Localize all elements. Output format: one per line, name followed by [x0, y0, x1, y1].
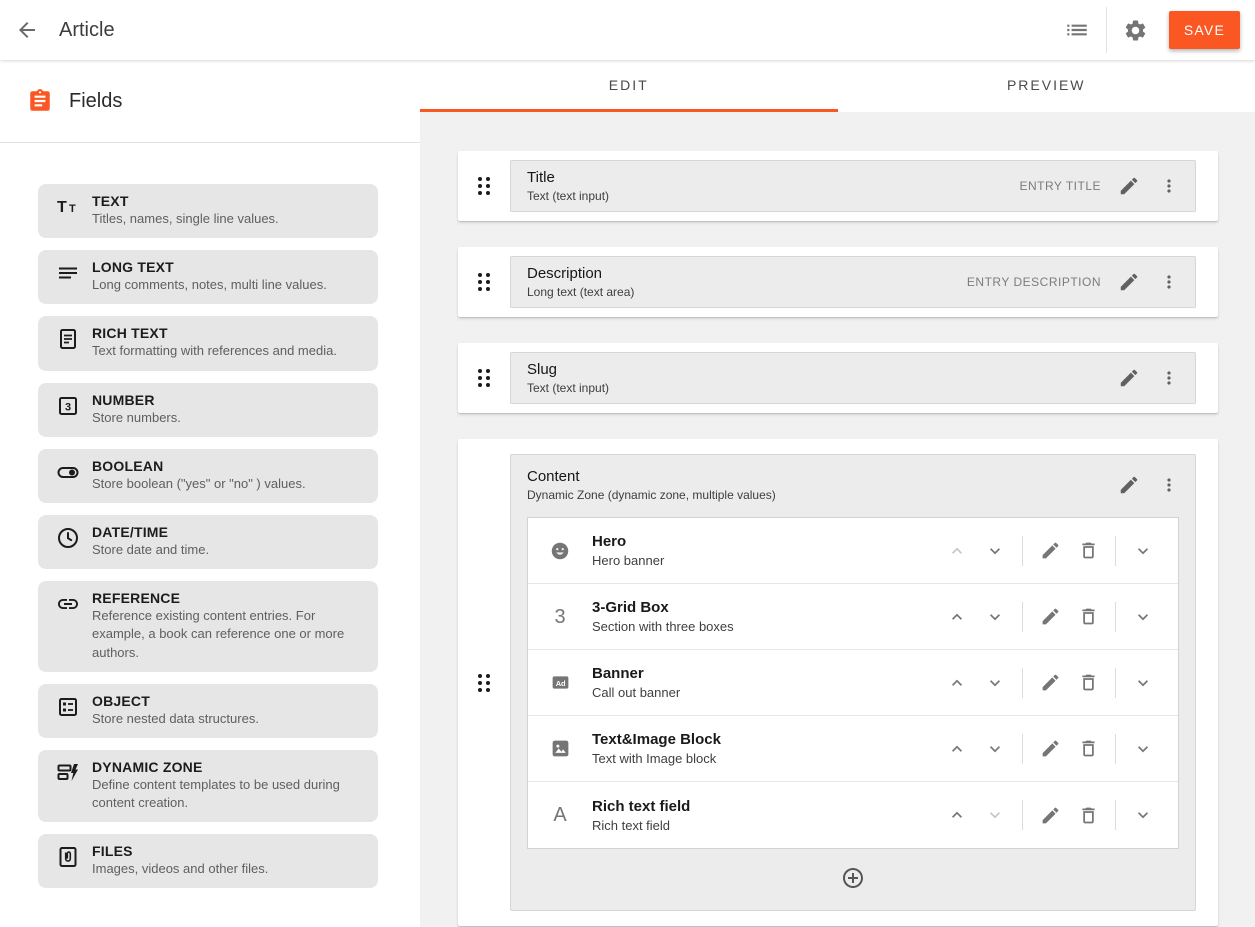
drag-handle-icon[interactable]	[458, 174, 510, 198]
chevron-down-icon	[985, 739, 1005, 759]
kebab-menu-icon	[1159, 272, 1179, 292]
edit-template-button[interactable]	[1031, 664, 1069, 702]
move-down-button	[976, 796, 1014, 834]
dynamic-zone-icon	[56, 761, 80, 785]
template-description: Hero banner	[592, 553, 665, 568]
template-description: Text with Image block	[592, 751, 717, 766]
chevron-down-icon	[985, 541, 1005, 561]
chevron-down-icon	[1133, 805, 1153, 825]
sidebar-item-boolean[interactable]	[38, 449, 378, 503]
sidebar-item-reference[interactable]	[38, 581, 378, 672]
mood-icon	[528, 540, 592, 562]
template-row-rich-text-field	[528, 782, 1178, 848]
field-label: Title	[527, 169, 555, 186]
field-card-content-dynamic-zone	[458, 439, 1218, 926]
pencil-icon	[1118, 367, 1140, 389]
sidebar-item-rich-text[interactable]	[38, 316, 378, 370]
chevron-up-icon	[947, 805, 967, 825]
expand-template-button[interactable]	[1124, 730, 1162, 768]
sidebar-header	[0, 60, 420, 143]
long-text-icon	[56, 261, 80, 285]
delete-template-button[interactable]	[1069, 796, 1107, 834]
field-label: Slug	[527, 361, 558, 378]
template-description: Rich text field	[592, 817, 671, 833]
field-type-description: Define content templates to be used during content creation.	[92, 776, 340, 811]
field-type-description: Store boolean ("yes" or "no" ) values.	[92, 475, 306, 491]
kebab-menu-icon	[1159, 176, 1179, 196]
chevron-down-icon	[1133, 739, 1153, 759]
sidebar-item-text[interactable]	[38, 184, 378, 238]
svg-text:3: 3	[65, 401, 72, 414]
template-row-text-image-block	[528, 716, 1178, 782]
pencil-icon	[1040, 805, 1061, 826]
letter-a-icon: A	[553, 804, 567, 826]
field-type-description: Store date and time.	[92, 541, 210, 557]
move-up-button[interactable]	[938, 796, 976, 834]
rich-text-icon	[56, 327, 80, 351]
trash-icon	[1078, 606, 1099, 627]
move-up-button[interactable]	[938, 730, 976, 768]
add-circle-icon	[841, 866, 865, 890]
field-row	[510, 352, 1196, 404]
settings-button[interactable]	[1113, 7, 1159, 53]
sidebar-item-long-text[interactable]	[38, 250, 378, 304]
pencil-icon	[1040, 738, 1061, 759]
dynamic-zone-footer	[511, 849, 1195, 910]
field-row	[510, 256, 1196, 308]
tabbar	[420, 60, 1255, 112]
template-controls	[938, 532, 1178, 570]
controls-divider	[1022, 602, 1023, 632]
entry-description-badge: ENTRY DESCRIPTION	[966, 275, 1101, 289]
svg-text:Ad: Ad	[555, 678, 566, 688]
list-view-icon	[1064, 17, 1090, 43]
field-type-label: RICH TEXT	[92, 325, 168, 342]
sidebar-item-files[interactable]	[38, 834, 378, 888]
field-menu-button[interactable]	[1149, 358, 1189, 398]
kebab-menu-icon	[1159, 475, 1179, 495]
list-view-button[interactable]	[1054, 7, 1100, 53]
dynamic-zone-header	[511, 455, 1195, 511]
entry-title-badge: ENTRY TITLE	[1019, 179, 1101, 193]
pencil-icon	[1040, 672, 1061, 693]
pencil-icon	[1118, 271, 1140, 293]
field-type-description: Images, videos and other files.	[92, 861, 269, 877]
controls-divider	[1115, 536, 1116, 566]
move-down-button[interactable]	[976, 730, 1014, 768]
chevron-up-icon	[947, 673, 967, 693]
field-type-label: DYNAMIC ZONE	[92, 758, 203, 775]
image-icon	[528, 738, 592, 759]
edit-template-button[interactable]	[1031, 598, 1069, 636]
chevron-down-icon	[985, 805, 1005, 825]
field-card-title	[458, 151, 1218, 221]
template-controls	[938, 730, 1178, 768]
tab-preview[interactable]: PREVIEW	[1006, 76, 1086, 93]
expand-template-button[interactable]	[1124, 664, 1162, 702]
field-type-label: FILES	[92, 843, 133, 860]
template-name: Rich text field	[592, 797, 691, 815]
field-type-label: BOOLEAN	[92, 457, 164, 474]
save-button[interactable]: SAVE	[1169, 11, 1240, 49]
edit-template-button[interactable]	[1031, 532, 1069, 570]
sidebar-item-dynamic-zone[interactable]	[38, 750, 378, 822]
template-controls	[938, 598, 1178, 636]
template-controls	[938, 796, 1178, 834]
dynamic-zone	[510, 454, 1196, 911]
sidebar-item-datetime[interactable]	[38, 515, 378, 569]
topbar-actions	[1054, 7, 1255, 53]
main-panel	[420, 60, 1255, 927]
chevron-down-icon	[1133, 541, 1153, 561]
field-row	[510, 160, 1196, 212]
edit-field-button[interactable]	[1109, 465, 1149, 505]
template-controls	[938, 664, 1178, 702]
field-type: Dynamic Zone (dynamic zone, multiple values)	[527, 488, 776, 502]
expand-template-button[interactable]	[1124, 532, 1162, 570]
add-template-button[interactable]	[833, 858, 873, 898]
chevron-up-icon	[947, 541, 967, 561]
trash-icon	[1078, 540, 1099, 561]
drag-handle-icon[interactable]	[458, 270, 510, 294]
pencil-icon	[1118, 474, 1140, 496]
topbar	[0, 0, 1255, 60]
trash-icon	[1078, 805, 1099, 826]
chevron-down-icon	[1133, 607, 1153, 627]
delete-template-button[interactable]	[1069, 664, 1107, 702]
sidebar-item-number[interactable]	[38, 383, 378, 437]
chevron-down-icon	[1133, 673, 1153, 693]
template-description: Section with three boxes	[592, 619, 734, 634]
template-row-hero	[528, 518, 1178, 584]
settings-gear-icon	[1123, 18, 1148, 43]
field-card-description	[458, 247, 1218, 317]
fields-sidebar	[0, 60, 420, 927]
field-menu-button[interactable]	[1149, 166, 1189, 206]
field-type-label: NUMBER	[92, 391, 155, 408]
topbar-divider	[1106, 7, 1107, 53]
field-type-description: Store numbers.	[92, 409, 181, 425]
edit-field-button[interactable]	[1109, 262, 1149, 302]
move-up-button[interactable]	[938, 598, 976, 636]
number-icon	[56, 394, 80, 418]
trash-icon	[1078, 672, 1099, 693]
sidebar-title: Fields	[69, 89, 123, 112]
drag-handle-icon[interactable]	[458, 366, 510, 390]
delete-template-button[interactable]	[1069, 730, 1107, 768]
svg-text:T: T	[57, 199, 67, 216]
datetime-icon	[56, 526, 80, 550]
edit-template-button[interactable]	[1031, 730, 1069, 768]
field-type-label: LONG TEXT	[92, 259, 174, 276]
delete-template-button[interactable]	[1069, 532, 1107, 570]
sidebar-item-object[interactable]	[38, 684, 378, 738]
page-title: Article	[59, 18, 115, 41]
boolean-icon	[56, 460, 80, 484]
drag-handle-icon[interactable]	[458, 671, 510, 695]
expand-template-button[interactable]	[1124, 796, 1162, 834]
template-name: Hero	[592, 533, 627, 550]
field-type-label: TEXT	[92, 193, 129, 209]
controls-divider	[1115, 668, 1116, 698]
pencil-icon	[1118, 175, 1140, 197]
kebab-menu-icon	[1159, 368, 1179, 388]
template-row-3-grid-box	[528, 584, 1178, 650]
svg-text:T: T	[69, 203, 76, 215]
tab-edit[interactable]: EDIT	[420, 60, 838, 112]
controls-divider	[1022, 668, 1023, 698]
template-name: Banner	[592, 665, 644, 682]
edit-template-button[interactable]	[1031, 796, 1069, 834]
controls-divider	[1022, 734, 1023, 764]
field-menu-button[interactable]	[1149, 465, 1189, 505]
controls-divider	[1115, 800, 1116, 830]
move-down-button[interactable]	[976, 664, 1014, 702]
pencil-icon	[1040, 540, 1061, 561]
field-type-description: Text formatting with references and media.	[92, 343, 337, 359]
field-type-list	[0, 143, 420, 888]
back-arrow-icon	[15, 18, 39, 42]
move-up-button[interactable]	[938, 664, 976, 702]
edit-field-button[interactable]	[1109, 166, 1149, 206]
template-description: Call out banner	[592, 685, 681, 700]
field-menu-button[interactable]	[1149, 262, 1189, 302]
chevron-up-icon	[947, 607, 967, 627]
field-type: Text (text input)	[527, 189, 610, 203]
files-icon	[56, 845, 80, 869]
reference-icon	[56, 592, 80, 616]
clipboard-icon	[27, 88, 53, 114]
edit-field-button[interactable]	[1109, 358, 1149, 398]
text-icon	[56, 195, 80, 219]
model-editor-canvas	[420, 112, 1255, 927]
chevron-up-icon	[947, 739, 967, 759]
back-button[interactable]	[4, 7, 50, 53]
chevron-down-icon	[985, 607, 1005, 627]
move-down-button[interactable]	[976, 598, 1014, 636]
field-type-label: DATE/TIME	[92, 523, 169, 540]
field-type-description: Long comments, notes, multi line values.	[92, 277, 327, 293]
controls-divider	[1115, 734, 1116, 764]
delete-template-button[interactable]	[1069, 598, 1107, 636]
field-type-label: REFERENCE	[92, 590, 181, 607]
object-icon	[56, 695, 80, 719]
trash-icon	[1078, 738, 1099, 759]
template-row-banner	[528, 650, 1178, 716]
field-type-description: Store nested data structures.	[92, 710, 259, 726]
field-type-description: Titles, names, single line values.	[92, 211, 279, 226]
field-type: Text (text input)	[527, 381, 610, 395]
expand-template-button[interactable]	[1124, 598, 1162, 636]
template-name: 3-Grid Box	[592, 599, 669, 616]
template-name: Text&Image Block	[592, 731, 721, 748]
ad-icon	[528, 672, 592, 693]
pencil-icon	[1040, 606, 1061, 627]
controls-divider	[1022, 800, 1023, 830]
move-down-button[interactable]	[976, 532, 1014, 570]
field-type: Long text (text area)	[527, 285, 635, 299]
digit-3-icon: 3	[554, 605, 566, 628]
field-label: Description	[527, 265, 603, 282]
field-type-label: OBJECT	[92, 692, 150, 709]
field-card-slug	[458, 343, 1218, 413]
field-label: Content	[527, 468, 580, 485]
chevron-down-icon	[985, 673, 1005, 693]
template-list	[527, 517, 1179, 849]
move-up-button	[938, 532, 976, 570]
controls-divider	[1022, 536, 1023, 566]
controls-divider	[1115, 602, 1116, 632]
field-type-description: Reference existing content entries. For example, a book can reference one or more authors.	[92, 608, 345, 660]
